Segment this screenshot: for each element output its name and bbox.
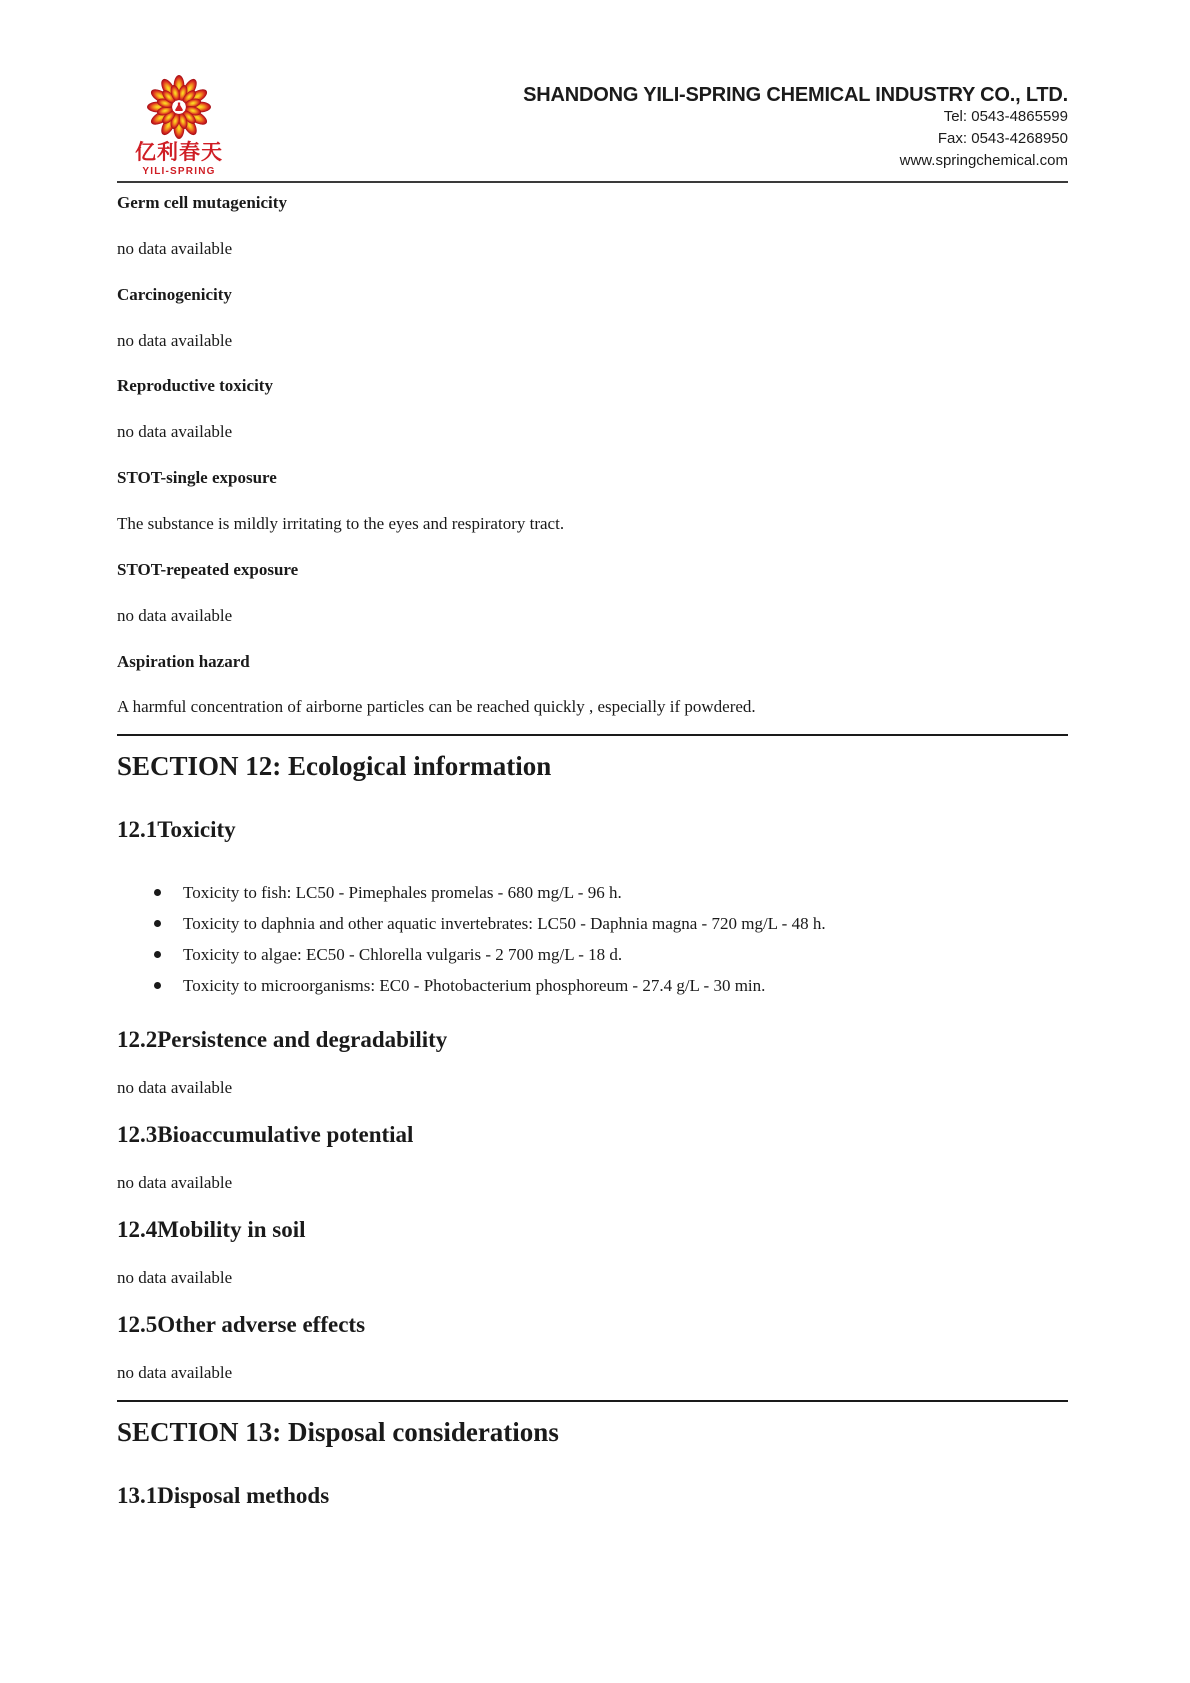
subsection-12-1-heading: 12.1Toxicity <box>117 817 236 843</box>
subsection-body: no data available <box>117 1267 233 1287</box>
flower-logo-icon <box>146 74 212 140</box>
subsection-body: no data available <box>117 330 233 350</box>
company-name: SHANDONG YILI-SPRING CHEMICAL INDUSTRY CO., LTD. <box>523 84 1068 106</box>
company-tel: Tel: 0543-4865599 <box>943 108 1068 125</box>
subsection-heading: Carcinogenicity <box>117 284 232 304</box>
section-divider <box>117 1400 1068 1402</box>
toxicity-list-item: Toxicity to fish: LC50 - Pimephales promelas - 680 mg/L - 96 h. <box>152 884 1068 901</box>
company-fax: Fax: 0543-4268950 <box>937 130 1068 148</box>
subsection-13-1-heading: 13.1Disposal methods <box>117 1482 330 1508</box>
subsection-body: no data available <box>117 1362 233 1382</box>
subsection-body: no data available <box>117 605 233 625</box>
section-13-title: SECTION 13: Disposal considerations <box>117 1416 559 1447</box>
toxicity-list-item: Toxicity to algae: EC50 - Chlorella vulgaris - 2 700 mg/L - 18 d. <box>152 946 1068 963</box>
subsection-body: no data available <box>117 422 233 442</box>
header-divider <box>117 181 1068 183</box>
company-logo <box>131 74 227 177</box>
subsection-heading: Aspiration hazard <box>117 651 250 671</box>
subsection-12-2-heading: 12.2Persistence and degradability <box>117 1027 448 1053</box>
subsection-12-3-heading: 12.3Bioaccumulative potential <box>117 1122 414 1148</box>
document-header <box>0 0 1190 177</box>
subsection-heading: STOT-repeated exposure <box>117 559 299 579</box>
section-12-title: SECTION 12: Ecological information <box>117 751 552 782</box>
company-contact-block <box>523 84 1068 173</box>
document-content <box>0 194 1190 1507</box>
subsection-12-5-heading: 12.5Other adverse effects <box>117 1311 366 1337</box>
subsection-body: no data available <box>117 1078 233 1098</box>
toxicity-list-item: Toxicity to microorganisms: EC0 - Photobacterium phosphoreum - 27.4 g/L - 30 min. <box>152 977 1068 994</box>
subsection-body: no data available <box>117 238 233 258</box>
toxicity-list-item: Toxicity to daphnia and other aquatic invertebrates: LC50 - Daphnia magna - 720 mg/L - 48 h. <box>152 915 1068 932</box>
logo-chinese-text: 亿利春天 <box>135 140 223 164</box>
subsection-body: The substance is mildly irritating to the eyes and respiratory tract. <box>117 514 565 533</box>
subsection-heading: STOT-single exposure <box>117 468 277 488</box>
subsection-heading: Germ cell mutagenicity <box>117 193 287 213</box>
subsection-heading: Reproductive toxicity <box>117 376 273 396</box>
section-divider <box>117 734 1068 736</box>
subsection-body: no data available <box>117 1173 233 1193</box>
company-website: www.springchemical.com <box>899 152 1068 170</box>
subsection-12-4-heading: 12.4Mobility in soil <box>117 1216 306 1242</box>
toxicity-bullet-list <box>152 884 1068 994</box>
subsection-body: A harmful concentration of airborne particles can be reached quickly , especially if powdered. <box>117 697 756 717</box>
logo-latin-text: YILI-SPRING <box>142 166 216 178</box>
